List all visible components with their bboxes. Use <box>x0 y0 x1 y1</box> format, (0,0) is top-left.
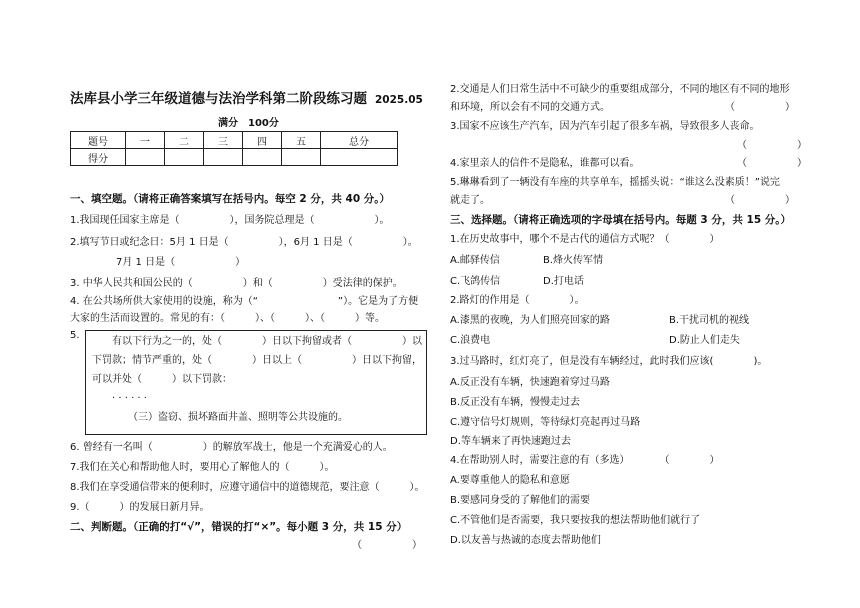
choice-question-4: 4.在帮助别人时，需要注意的有（多选） （ ） <box>450 455 720 466</box>
question-3: 3. 中华人民共和国公民的（ ）和（ ）受法律的保护。 <box>70 278 403 289</box>
judgment-3: 3.国家不应该生产汽车，因为汽车引起了很多车祸，导致很多人丧命。 <box>450 121 760 132</box>
score-cell <box>282 149 321 166</box>
choice-question-3: 3.过马路时，红灯亮了，但是没有车辆经过，此时我们应该( )。 <box>450 356 768 367</box>
choice-option: C.不管他们是否需要，我只要按我的想法帮助他们就行了 <box>450 515 701 526</box>
full-mark: 满分 100分 <box>218 118 279 129</box>
question-1: 1.我国现任国家主席是（ ），国务院总理是（ ）。 <box>70 215 390 226</box>
score-cell <box>243 149 282 166</box>
score-cell: 五 <box>282 132 321 149</box>
score-cell <box>165 149 204 166</box>
choice-option: A.邮驿传信 <box>450 255 500 266</box>
question-4: 4. 在公共场所供大家使用的设施，称为（“ ”）。它是为了方便 <box>70 296 419 307</box>
judgment-2: 2.交通是人们日常生活中不可缺少的重要组成部分，不同的地区有不同的地形 <box>450 84 790 95</box>
score-cell: 二 <box>165 132 204 149</box>
judgment-5-continued: 就走了。 <box>450 195 490 206</box>
choice-option: B.干扰司机的视线 <box>669 315 750 326</box>
section-choice-title: 三、选择题。（请将正确选项的字母填在括号内。每题 3 分，共 15 分。） <box>450 214 792 226</box>
choice-option: D.防止人们走失 <box>669 335 740 346</box>
judgment-5: 5.琳琳看到了一辆没有车座的共享单车，摇摇头说：“谁这么没素质！”说完 <box>450 177 780 188</box>
score-cell: 四 <box>243 132 282 149</box>
choice-option: A.要尊重他人的隐私和意愿 <box>450 475 570 486</box>
section-fill-in-title: 一、填空题。（请将正确答案填写在括号内。每空 2 分，共 40 分。） <box>70 193 391 205</box>
choice-option: C.遵守信号灯规则，等待绿灯亮起再过马路 <box>450 417 641 428</box>
choice-question-2: 2.路灯的作用是（ ）。 <box>450 295 585 306</box>
question-2: 2.填写节日或纪念日：5月 1 日是（ ），6月 1 日是（ ）。 <box>70 237 418 248</box>
answer-paren: （ ） <box>737 140 807 151</box>
score-cell: 题号 <box>71 132 126 149</box>
answer-paren: （ ） <box>725 102 795 113</box>
question-8: 8.我们在享受通信带来的便利时，应遵守通信中的道德规范，要注意（ ）。 <box>70 482 425 493</box>
choice-option: B.反正没有车辆，慢慢走过去 <box>450 397 581 408</box>
score-cell <box>204 149 243 166</box>
choice-option: D.打电话 <box>543 276 584 287</box>
law-excerpt-line: （三）盗窃、损坏路面井盖、照明等公共设施的。 <box>128 412 348 423</box>
choice-option: C.飞鸽传信 <box>450 276 501 287</box>
score-cell: 得分 <box>71 149 126 166</box>
question-2-continued: 7月 1 日是（ ） <box>116 257 246 268</box>
score-cell: 总分 <box>321 132 398 149</box>
choice-option: C.浪费电 <box>450 335 491 346</box>
exam-title <box>70 87 423 107</box>
exam-date: 2025.05 <box>375 94 423 106</box>
score-table-score-row <box>71 149 398 166</box>
choice-question-1: 1.在历史故事中，哪个不是古代的通信方式呢？（ ） <box>450 234 720 245</box>
choice-option: A.漆黑的夜晚，为人们照亮回家的路 <box>450 315 610 326</box>
judgment-2-continued: 和环境，所以会有不同的交通方式。 <box>450 102 610 113</box>
answer-paren: （ ） <box>352 540 422 551</box>
law-excerpt-line: 可以并处（ ）以下罚款： <box>92 374 232 385</box>
question-9: 9.（ ）的发展日新月异。 <box>70 502 210 513</box>
law-excerpt-line: 下罚款；情节严重的，处（ ）日以上（ ）日以下拘留， <box>92 355 422 366</box>
title-text: 法库县小学三年级道德与法治学科第二阶段练习题 <box>70 91 367 107</box>
score-cell <box>321 149 398 166</box>
choice-option: D.以友善与热诚的态度去帮助他们 <box>450 535 601 546</box>
section-judgment-title: 二、判断题。（正确的打“√”，错误的打“×”。每小题 3 分，共 15 分） <box>70 521 408 533</box>
score-cell: 三 <box>204 132 243 149</box>
judgment-4: 4.家里亲人的信件不是隐私，谁都可以看。 <box>450 158 640 169</box>
score-table <box>70 131 398 166</box>
choice-option: B.要感同身受的了解他们的需要 <box>450 495 591 506</box>
choice-option: B.烽火传军情 <box>543 255 604 266</box>
choice-option: A.反正没有车辆，快速跑着穿过马路 <box>450 377 610 388</box>
question-7: 7.我们在关心和帮助他人时，要用心了解他人的（ ）。 <box>70 462 335 473</box>
answer-paren: （ ） <box>737 158 807 169</box>
law-excerpt-ellipsis: · · · · · · <box>112 393 147 404</box>
question-4-continued: 大家的生活而设置的。常见的有：（ ）、（ ）、（ ）等。 <box>70 313 385 324</box>
score-table-header-row <box>71 132 398 149</box>
answer-paren: （ ） <box>725 195 795 206</box>
law-excerpt-line: 有以下行为之一的，处（ ）日以下拘留或者（ ）以 <box>112 336 422 347</box>
question-5-number: 5. <box>70 330 80 341</box>
score-cell <box>126 149 165 166</box>
question-6: 6. 曾经有一名叫（ ）的解放军战士，他是一个充满爱心的人。 <box>70 442 393 453</box>
score-cell: 一 <box>126 132 165 149</box>
choice-option: D.等车辆来了再快速跑过去 <box>450 436 571 447</box>
